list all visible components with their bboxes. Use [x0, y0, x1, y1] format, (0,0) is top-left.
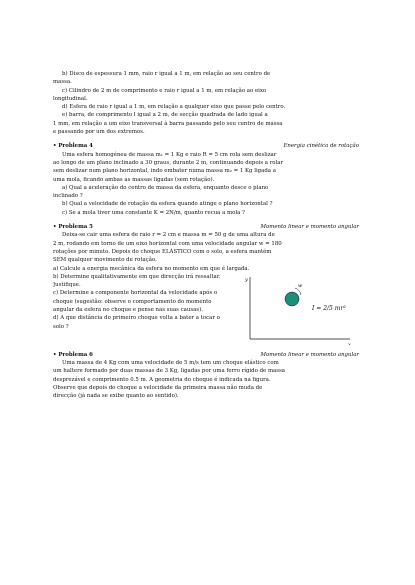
text-line: Uma esfera homogénea de massa m₁ = 1 Kg e raio R = 5 cm rola sem deslizar: [62, 151, 277, 158]
text-line: Deixa-se cair uma esfera de raio r = 2 cm e massa m = 50 g de uma altura de: [62, 232, 275, 239]
text-line: 2 m, rodando em torno de um eixo horizontal com uma velocidade angular w = 180: [53, 240, 282, 247]
text-line: b) Determine qualitativamente em que direcção irá ressaltar. Justifique.: [53, 273, 221, 289]
x-axis-label: x: [348, 341, 351, 345]
text-line: d) Esfera de raio r igual a 1 m, em relação a qualquer eixo que passe pelo centro.: [62, 104, 286, 111]
problem-5-questions: [53, 273, 228, 345]
problem-subtitle: Momento linear e momento angular: [260, 224, 359, 231]
text-line: massa.: [53, 79, 72, 86]
y-axis-label: y: [245, 276, 248, 283]
problem-title: • Problema 4: [53, 142, 93, 150]
text-line: um haltere formado por duas massas de 3 Kg, ligadas por uma ferro rígido de massa: [53, 368, 286, 375]
problem-5: [53, 223, 359, 345]
text-line: rotações por minuto. Depois do choque ELÁSTICO com o solo, a esfera mantém: [53, 248, 272, 255]
text-line: 1 mm, em relação a um eixo transversal à barra passando pelo seu centro de massa: [53, 120, 283, 127]
text-line: Uma massa de 4 Kg com uma velocidade de 5 m/s tem um choque elástico com: [62, 360, 279, 367]
problem-4: [53, 142, 359, 217]
text-line: desprezável e comprimento 0.5 m. A geometria do choque é indicada na figura.: [53, 376, 271, 383]
text-line: c) Cilindro de 2 m de comprimento e raio r igual a 1 m, em relação ao eixo: [62, 87, 267, 94]
text-line: uma mola, ficando ambas as massas ligadas (sem rotação).: [53, 176, 215, 183]
text-line: longitudinal.: [53, 95, 88, 102]
text-line: b) Disco de espessura 1 mm, raio r igual a 1 m, em relação ao seu centro de: [62, 71, 271, 77]
text-line: sem deslizar num plano horizontal, indo embater numa massa m₂ = 1 Kg ligada a: [53, 168, 276, 175]
problem-subtitle: Momento linear e momento angular: [260, 351, 359, 358]
problem-5-header: [53, 223, 359, 231]
text-line: inclinado ?: [53, 193, 83, 200]
inertia-formula: I = 2/5 mr²: [312, 304, 346, 312]
text-line: Observe que depois do choque a velocidade da primeira massa não muda de: [53, 385, 263, 392]
text-line: SEM qualquer movimento de rotação.: [53, 257, 157, 264]
problem-title: • Problema 5: [53, 223, 93, 231]
text-line: a) Qual a aceleração do centro de massa da esfera, enquanto desce o plano: [62, 184, 269, 191]
text-line: e passando por um dos extremos.: [53, 129, 145, 136]
intro-section: [53, 70, 359, 136]
sphere: [285, 292, 299, 306]
problem-5-split: [53, 273, 359, 345]
problem-6: [53, 351, 359, 401]
text-line: direcção (já nada se exibe quanto ao sentido).: [53, 393, 179, 400]
omega-label: w: [298, 282, 303, 289]
text-line: b) Qual a velocidade de rotação da esfera quando atinge o plano horizontal ?: [62, 201, 273, 208]
problem-title: • Problema 6: [53, 351, 93, 359]
text-line: ao longo de um plano inclinado a 30 graus, durante 2 m, continuando depois a rolar: [53, 159, 284, 166]
problem-6-header: [53, 351, 359, 359]
text-line: c) Se a mola tiver uma constante K = 2N/m, quanto recua a mola ?: [62, 209, 245, 216]
document-page: [53, 70, 359, 401]
sphere-figure: [234, 273, 354, 345]
text-line: a) Calcule a energia mecânica da esfera no momento em que é largada.: [53, 265, 250, 272]
text-line: c) Determine a componente horizontal da velocidade após o choque (sugestão: observe o comportamento do momento angular da esfera no choque e pense nas suas causas).: [53, 290, 218, 314]
problem-subtitle: Energia cinética de rotação: [283, 143, 359, 150]
text-line: e) barra, de comprimento l igual a 2 m, de secção quadrada de lado igual a: [62, 112, 268, 119]
problem-4-header: [53, 142, 359, 150]
text-line: d) A que distância do primeiro choque volta a bater a tocar o solo ?: [53, 315, 220, 330]
